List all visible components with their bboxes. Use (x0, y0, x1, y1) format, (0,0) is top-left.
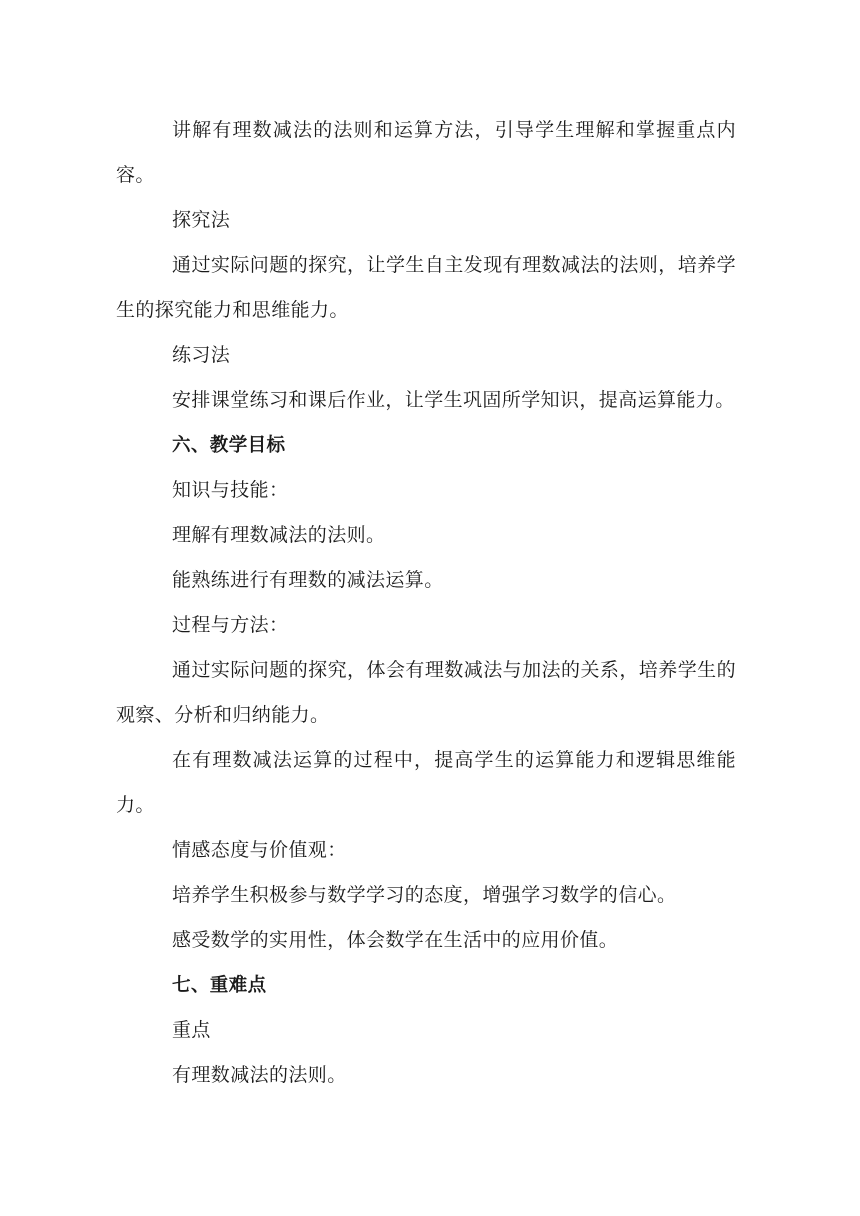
section-heading-key-points: 七、重难点 (172, 975, 267, 996)
paragraph-explore-relation: 通过实际问题的探究，体会有理数减法与加法的关系，培养学生的观察、分析和归纳能力。 (116, 659, 736, 726)
paragraph-improve-ability: 在有理数减法运算的过程中，提高学生的运算能力和逻辑思维能力。 (116, 749, 736, 816)
paragraph-inquiry-method: 通过实际问题的探究，让学生自主发现有理数减法的法则，培养学生的探究能力和思维能力。 (116, 254, 736, 321)
paragraph-inquiry-method-title: 探究法 (172, 209, 231, 231)
paragraph-key-point: 有理数减法的法则。 (172, 1064, 347, 1086)
paragraph-key-point-title: 重点 (172, 1019, 211, 1041)
paragraph-practice-method-title: 练习法 (172, 344, 231, 366)
paragraph-understand-rule: 理解有理数减法的法则。 (172, 524, 386, 546)
paragraph-practicality: 感受数学的实用性，体会数学在生活中的应用价值。 (172, 929, 619, 951)
paragraph-practice-method: 安排课堂练习和课后作业，让学生巩固所学知识，提高运算能力。 (172, 389, 735, 411)
section-heading-teaching-goals: 六、教学目标 (172, 435, 286, 456)
paragraph-teaching-method-lecture: 讲解有理数减法的法则和运算方法，引导学生理解和掌握重点内容。 (116, 119, 736, 186)
paragraph-attitude: 培养学生积极参与数学学习的态度，增强学习数学的信心。 (172, 884, 677, 906)
paragraph-emotion-values: 情感态度与价值观： (172, 839, 347, 861)
paragraph-skilled-operation: 能熟练进行有理数的减法运算。 (172, 569, 444, 591)
paragraph-knowledge-skills: 知识与技能： (172, 479, 289, 501)
document-body (116, 108, 736, 1098)
paragraph-process-method: 过程与方法： (172, 614, 289, 636)
